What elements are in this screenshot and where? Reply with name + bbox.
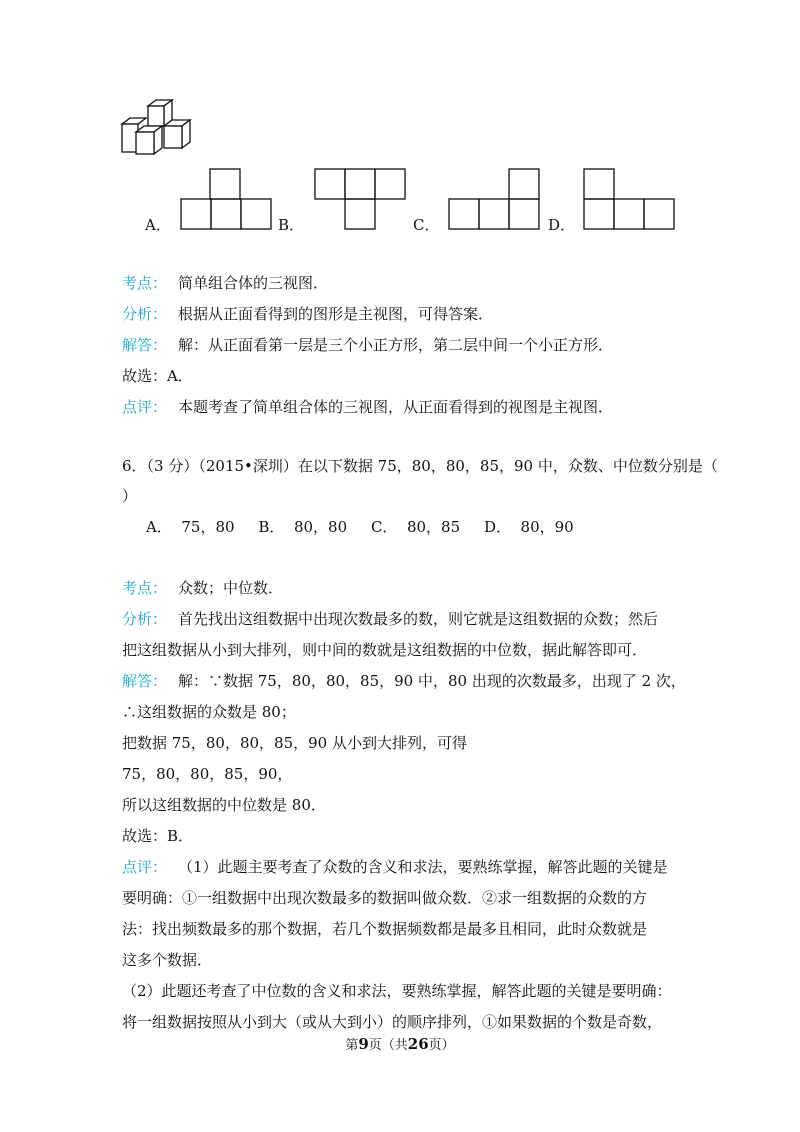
q6-choices: A． 75，80 B． 80，80 C． 80，85 D． 80，90 [146, 518, 574, 536]
q6-fenxi-cont: 把这组数据从小到大排列，则中间的数就是这组数据的中位数，据此解答即可． [122, 641, 648, 659]
footer-prefix: 第 [345, 1038, 359, 1053]
kaodian-label: 考点： [122, 274, 168, 292]
jieda-label: 解答： [122, 672, 168, 690]
fenxi-text: 首先找出这组数据中出现次数最多的数，则它就是这组数据的众数；然后 [178, 610, 659, 628]
footer-page-number: 9 [358, 1035, 369, 1053]
option-d-label: D． [548, 216, 576, 234]
fenxi-text: 根据从正面看得到的图形是主视图，可得答案． [178, 305, 494, 323]
cube-figure [118, 98, 198, 160]
kaodian-label: 考点： [122, 579, 168, 597]
footer-suffix: 页） [428, 1038, 455, 1053]
q5-guxuan: 故选：A． [122, 367, 193, 385]
q5-dianping [122, 397, 613, 417]
q6-jieda-line2: ∴这组数据的众数是 80； [122, 703, 296, 721]
option-b-grid [314, 168, 406, 230]
option-d-grid [583, 168, 675, 230]
q6-jieda-line4: 75，80，80，85，90， [122, 765, 293, 783]
jieda-label: 解答： [122, 336, 168, 354]
fenxi-label: 分析： [122, 610, 168, 628]
fenxi-label: 分析： [122, 305, 168, 323]
q6-stem-line2: ） [122, 487, 138, 505]
jieda-text: 解：从正面看第一层是三个小正方形，第二层中间一个小正方形． [178, 336, 614, 354]
q6-jieda [122, 671, 686, 691]
option-b-label: B． [278, 216, 305, 234]
q6-jieda-line5: 所以这组数据的中位数是 80． [122, 796, 326, 814]
page-footer [0, 1034, 800, 1053]
q6-fenxi [122, 609, 658, 629]
option-c-label: C． [413, 216, 440, 234]
q6-dianping-line6: 将一组数据按照从小到大（或从大到小）的顺序排列，①如果数据的个数是奇数， [122, 1013, 663, 1031]
kaodian-text: 简单组合体的三视图． [178, 274, 329, 292]
q6-dianping-line2: 要明确：①一组数据中出现次数最多的数据叫做众数．②求一组数据的众数的方 [122, 889, 648, 907]
q6-jieda-line3: 把数据 75，80，80，85，90 从小到大排列，可得 [122, 734, 467, 752]
dianping-label: 点评： [122, 398, 168, 416]
dianping-label: 点评： [122, 858, 168, 876]
q6-guxuan: 故选：B． [122, 827, 194, 845]
q6-dianping-line5: （2）此题还考查了中位数的含义和求法，要熟练掌握，解答此题的关键是要明确： [122, 982, 672, 1000]
q6-dianping [122, 857, 668, 877]
dianping-text: （1）此题主要考查了众数的含义和求法，要熟练掌握，解答此题的关键是 [178, 858, 668, 876]
dianping-text: 本题考查了简单组合体的三视图，从正面看得到的视图是主视图． [178, 398, 614, 416]
option-a-label: A． [145, 216, 171, 234]
q6-kaodian [122, 578, 283, 598]
footer-total-pages: 26 [407, 1035, 429, 1053]
footer-mid: 页（共 [368, 1038, 408, 1053]
option-a-grid [180, 168, 272, 230]
q6-stem-line1: 6．（3 分）（2015•深圳）在以下数据 75，80，80，85，90 中，众数、中位数分别是（ [122, 457, 718, 475]
q5-fenxi [122, 304, 493, 324]
q6-dianping-line3: 法：找出频数最多的那个数据，若几个数据频数都是最多且相同，此时众数就是 [122, 920, 648, 938]
jieda-text: 解：∵数据 75，80，80，85，90 中，80 出现的次数最多，出现了 2 次， [178, 672, 686, 690]
q5-jieda [122, 335, 613, 355]
q5-kaodian [122, 273, 328, 293]
q6-dianping-line4: 这多个数据． [122, 951, 213, 969]
kaodian-text: 众数；中位数． [178, 579, 284, 597]
option-c-grid [448, 168, 540, 230]
